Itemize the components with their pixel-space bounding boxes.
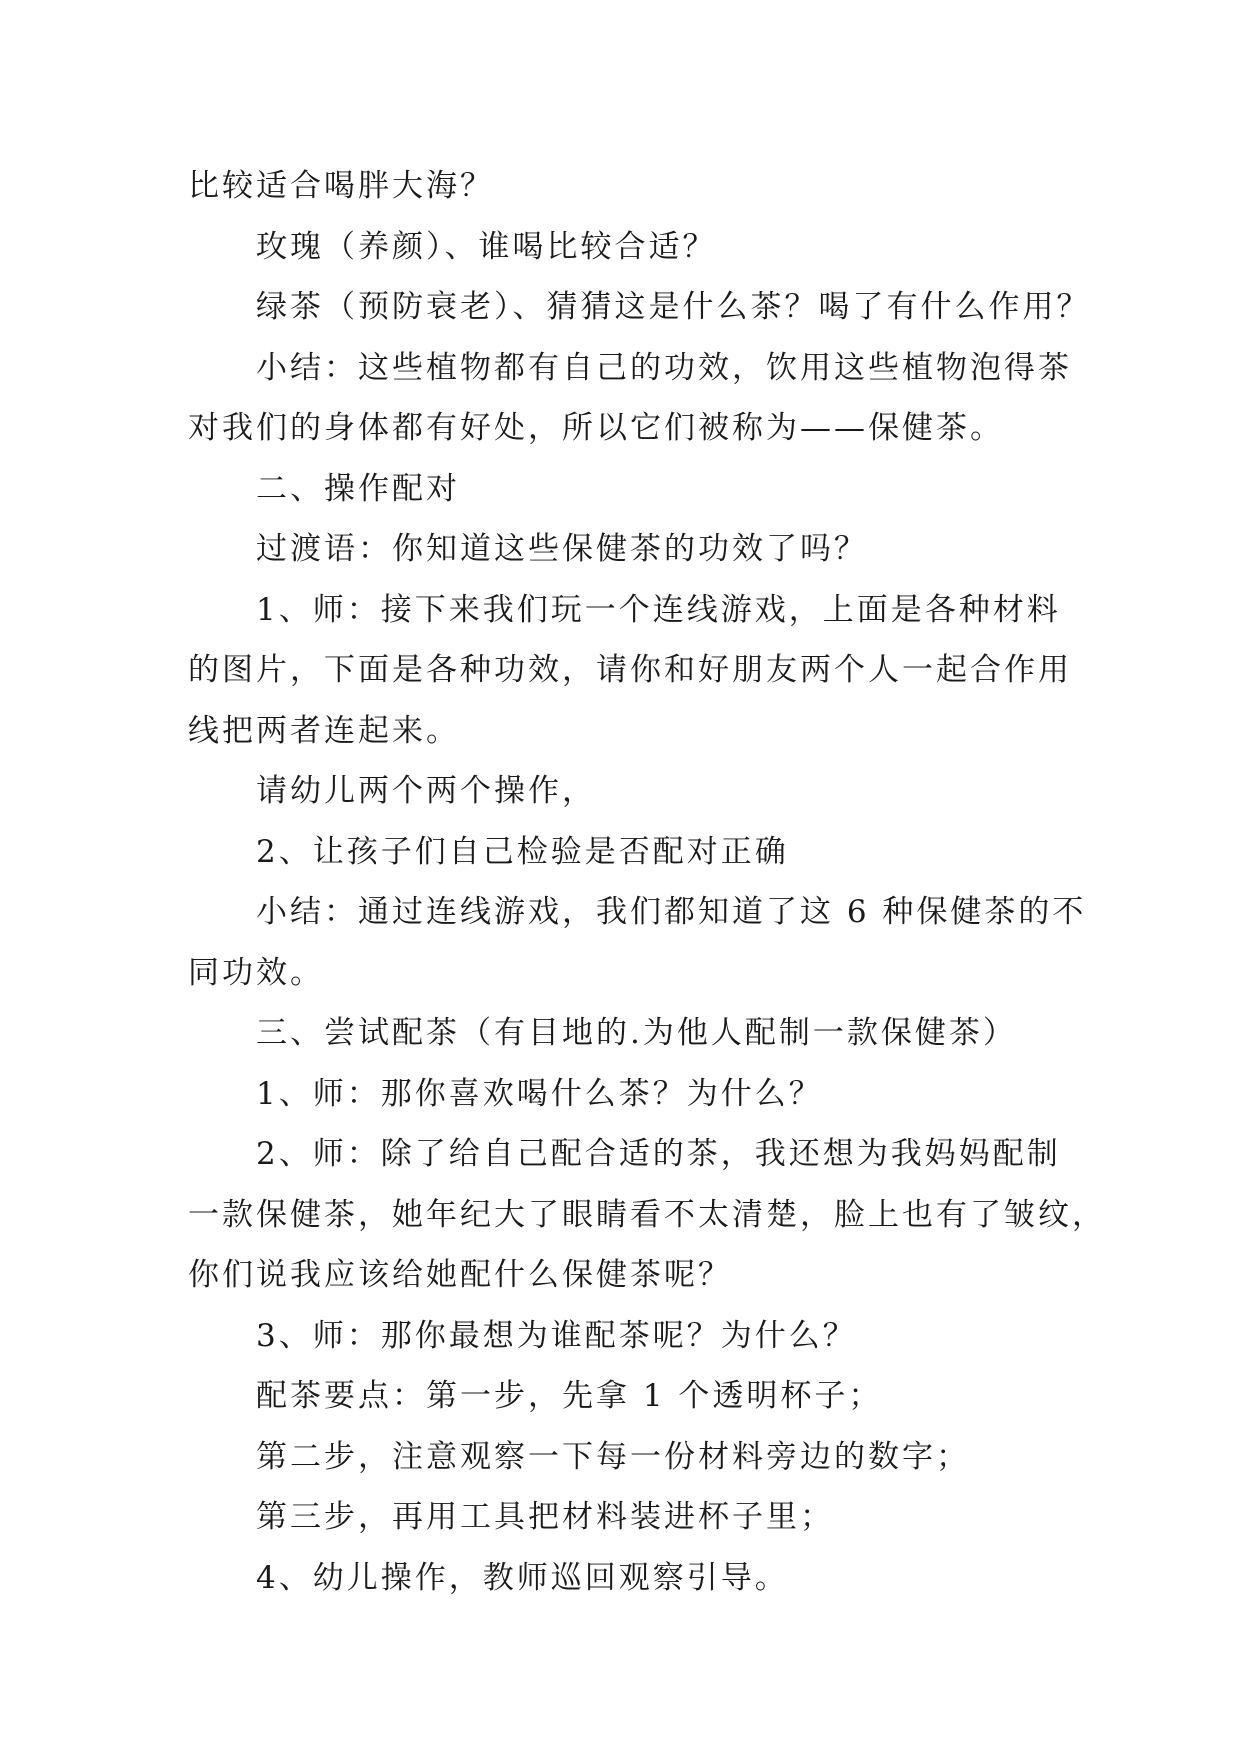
summary-line: 小结：这些植物都有自己的功效，饮用这些植物泡得茶 bbox=[256, 349, 1072, 386]
text-line: 的图片，下面是各种功效，请你和好朋友两个人一起合作用 bbox=[188, 652, 1072, 688]
section-heading: 三、尝试配茶（有目地的.为他人配制一款保健茶） bbox=[256, 1015, 1017, 1051]
text-line: 对我们的身体都有好处，所以它们被称为——保健茶。 bbox=[188, 410, 1004, 446]
text-line: 你们说我应该给她配什么保健茶呢？ bbox=[188, 1257, 732, 1293]
text-line: 配茶要点：第一步，先拿 1 个透明杯子； bbox=[256, 1378, 883, 1414]
text-line: 一款保健茶，她年纪大了眼睛看不太清楚，脸上也有了皱纹， bbox=[188, 1196, 1106, 1233]
text-line: 1、师：那你喜欢喝什么茶？为什么？ bbox=[256, 1075, 823, 1112]
text-line: 比较适合喝胖大海？ bbox=[188, 168, 494, 204]
text-line: 同功效。 bbox=[188, 954, 324, 991]
text-line: 1、师：接下来我们玩一个连线游戏，上面是各种材料 bbox=[256, 591, 1061, 628]
text-line: 第三步，再用工具把材料装进杯子里； bbox=[256, 1499, 834, 1535]
text-line: 玫瑰（养颜）、谁喝比较合适？ bbox=[256, 228, 717, 265]
text-line: 请幼儿两个两个操作， bbox=[256, 773, 596, 809]
text-line: 2、让孩子们自己检验是否配对正确 bbox=[256, 833, 789, 870]
document-body bbox=[188, 156, 1106, 1608]
text-line: 绿茶（预防衰老）、猜猜这是什么茶？喝了有什么作用？ bbox=[256, 289, 1091, 325]
text-line: 2、师：除了给自己配合适的茶，我还想为我妈妈配制 bbox=[256, 1136, 1061, 1172]
text-line: 过渡语：你知道这些保健茶的功效了吗？ bbox=[256, 531, 868, 567]
text-line: 3、师：那你最想为谁配茶呢？为什么？ bbox=[256, 1317, 857, 1354]
text-line: 4、幼儿操作，教师巡回观察引导。 bbox=[256, 1559, 789, 1596]
summary-line: 小结：通过连线游戏，我们都知道了这 6 种保健茶的不 bbox=[256, 894, 1087, 930]
text-line: 第二步，注意观察一下每一份材料旁边的数字； bbox=[256, 1438, 970, 1475]
section-heading: 二、操作配对 bbox=[256, 470, 460, 507]
text-line: 线把两者连起来。 bbox=[188, 712, 460, 749]
